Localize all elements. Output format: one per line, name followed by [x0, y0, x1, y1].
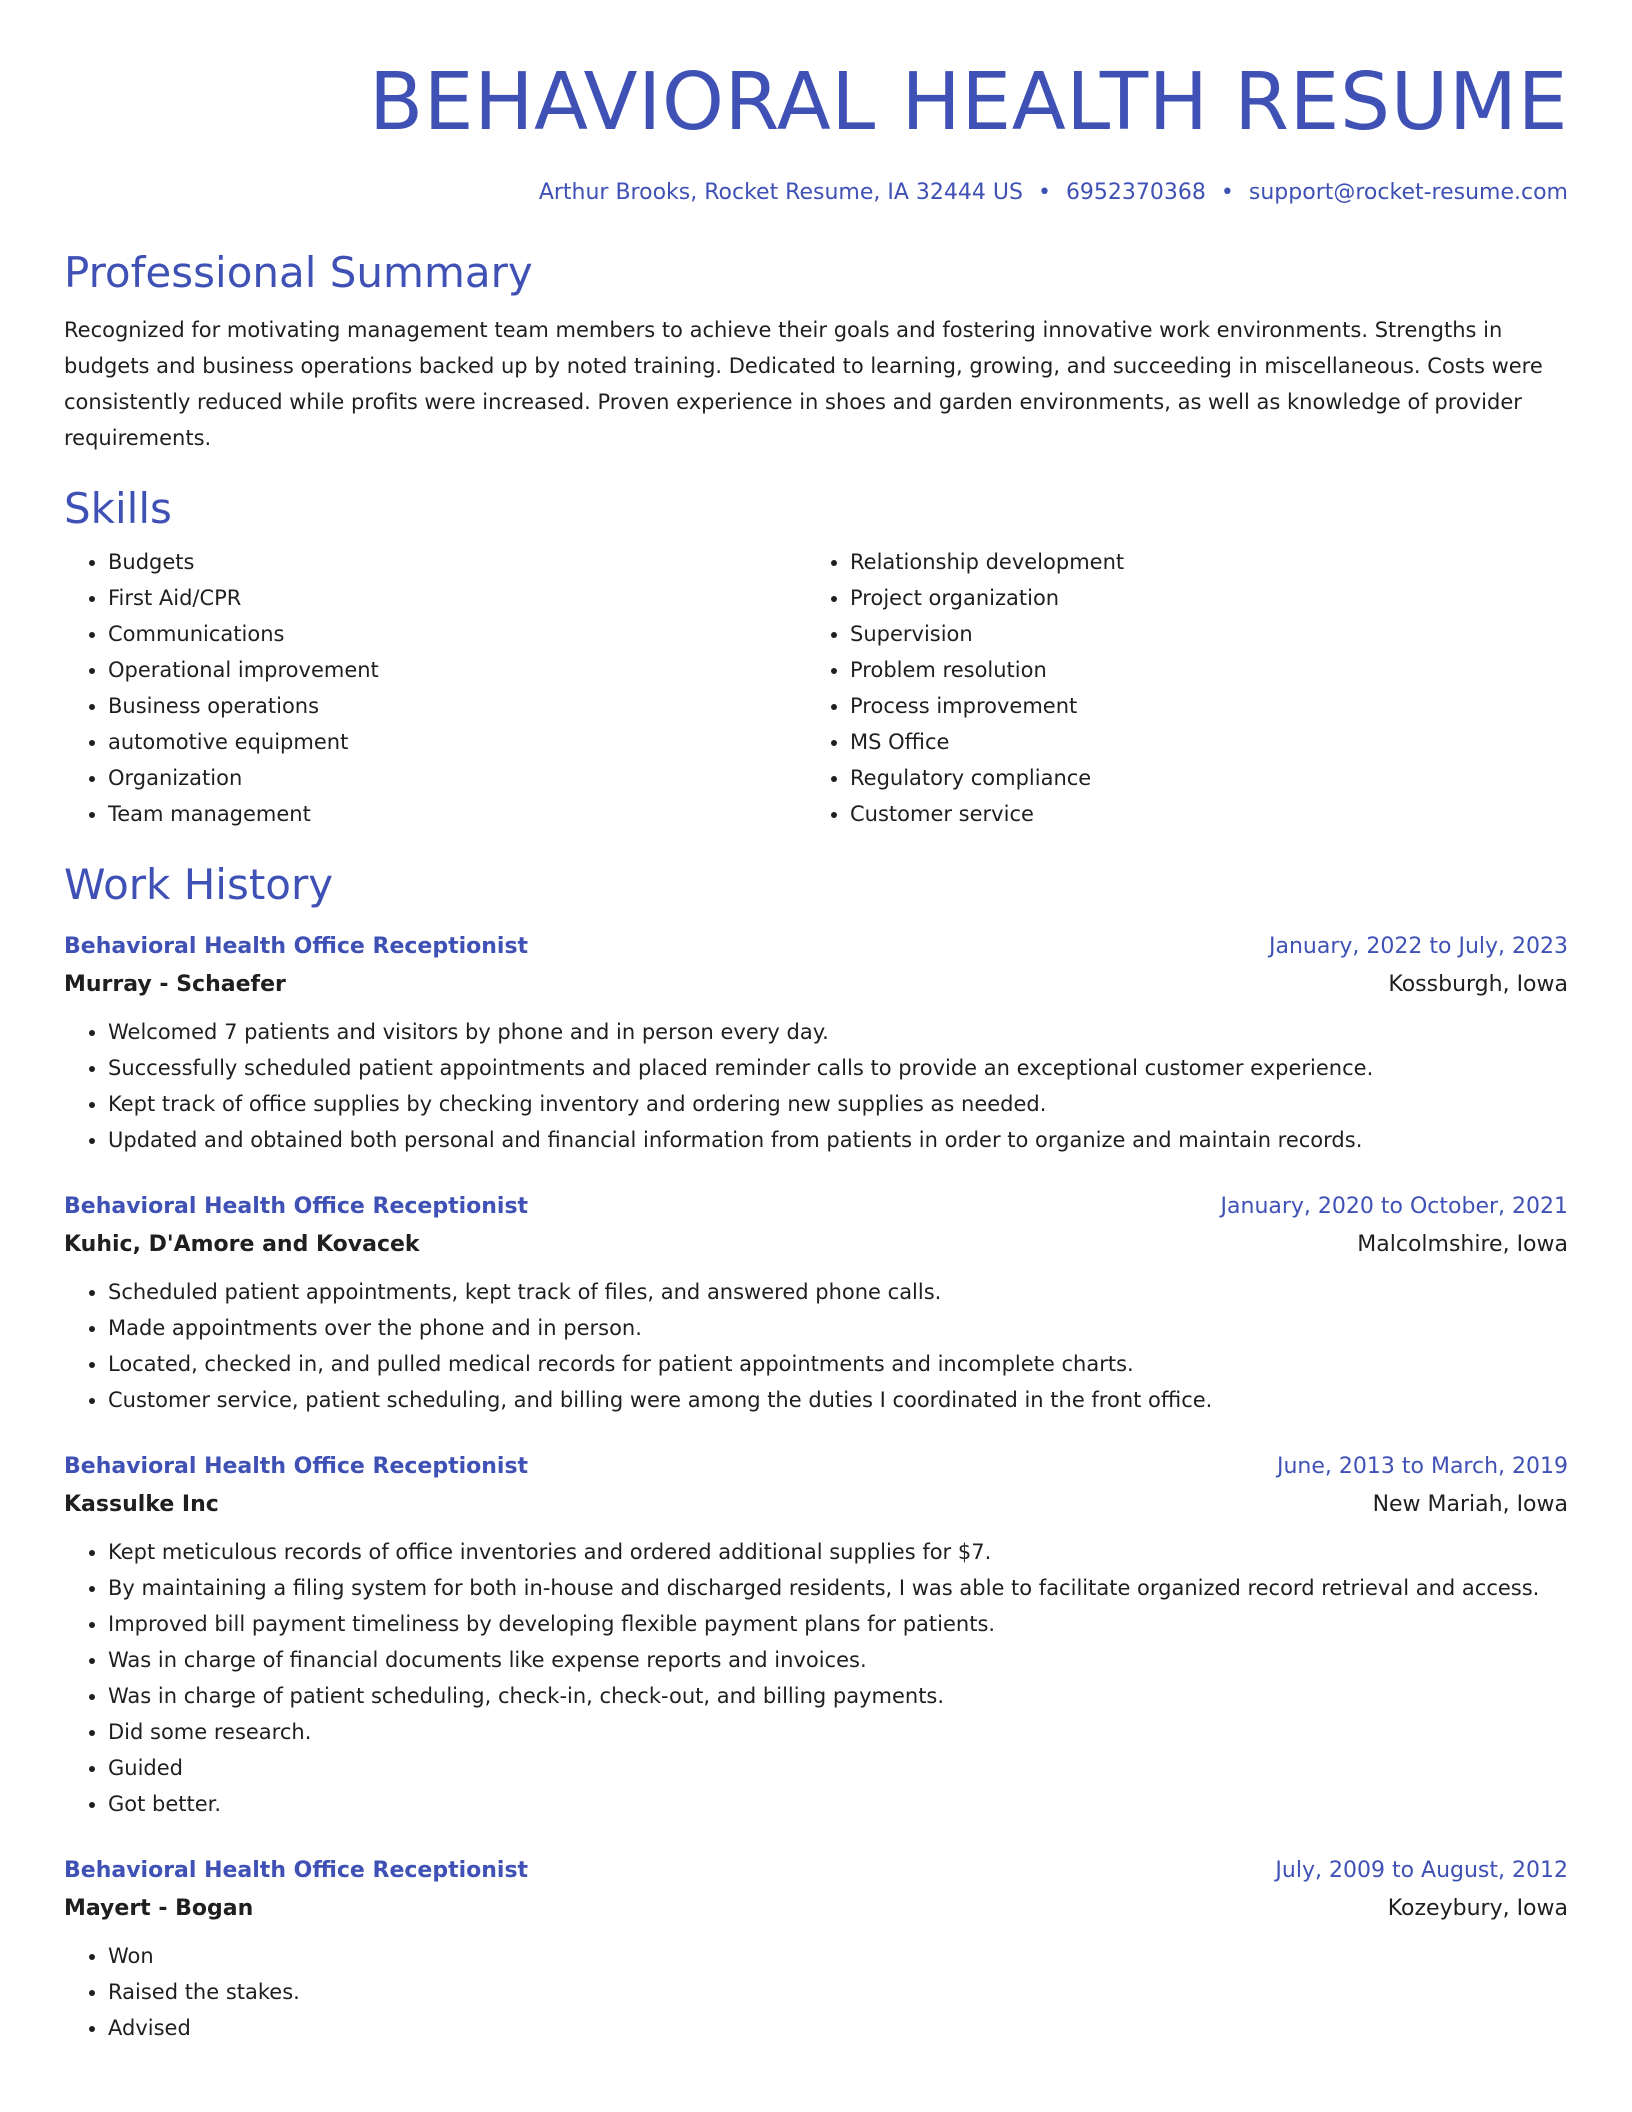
skill-item: • Problem resolution: [850, 652, 1550, 688]
skill-item: • Customer service: [850, 796, 1550, 832]
contact-separator: •: [1037, 180, 1051, 205]
job-title-row: [64, 928, 1568, 966]
duty-item: • Raised the stakes.: [108, 1974, 1568, 2010]
job-entry: [64, 1188, 1568, 1418]
duty-item: • Kept track of office supplies by checking inventory and ordering new supplies as needed.: [108, 1086, 1568, 1122]
contact-address: Arthur Brooks, Rocket Resume, IA 32444 US: [538, 180, 1023, 205]
job-company: Mayert - Bogan: [64, 1896, 254, 1921]
job-company: Kuhic, D'Amore and Kovacek: [64, 1232, 420, 1257]
skill-item: • automotive equipment: [108, 724, 806, 760]
skills-column-left: [64, 544, 806, 832]
skill-item: • Business operations: [108, 688, 806, 724]
job-title: Behavioral Health Office Receptionist: [64, 1194, 529, 1219]
work-history-heading: Work History: [64, 860, 334, 909]
job-company-row: [64, 1226, 1568, 1264]
duty-item: • Updated and obtained both personal and financial information from patients in order to organize and maintain records.: [108, 1122, 1568, 1158]
contact-phone: 6952370368: [1065, 180, 1206, 205]
contact-line: [64, 178, 1568, 208]
job-title-row: [64, 1188, 1568, 1226]
job-title: Behavioral Health Office Receptionist: [64, 1454, 529, 1479]
skill-item: • First Aid/CPR: [108, 580, 806, 616]
job-title: Behavioral Health Office Receptionist: [64, 934, 529, 959]
contact-email: support@rocket-resume.com: [1248, 180, 1568, 205]
job-company-row: [64, 1486, 1568, 1524]
duty-item: • Got better.: [108, 1786, 1568, 1822]
skill-item: • Regulatory compliance: [850, 760, 1550, 796]
duty-item: • Customer service, patient scheduling, and billing were among the duties I coordinated in the front office.: [108, 1382, 1568, 1418]
skill-item: • Relationship development: [850, 544, 1550, 580]
duty-item: • Was in charge of financial documents like expense reports and invoices.: [108, 1642, 1568, 1678]
duty-item: • Scheduled patient appointments, kept track of files, and answered phone calls.: [108, 1274, 1568, 1310]
job-company: Kassulke Inc: [64, 1492, 219, 1517]
duty-item: • Successfully scheduled patient appointments and placed reminder calls to provide an exceptional customer experience.: [108, 1050, 1568, 1086]
job-company: Murray - Schaefer: [64, 972, 286, 997]
job-company-row: [64, 1890, 1568, 1928]
duty-item: • Kept meticulous records of office inventories and ordered additional supplies for $7.: [108, 1534, 1568, 1570]
skill-item: • Budgets: [108, 544, 806, 580]
job-title-row: [64, 1448, 1568, 1486]
job-dates: January, 2022 to July, 2023: [1269, 934, 1568, 959]
job-duties: [64, 1014, 1568, 1158]
resume-page: [64, 0, 1568, 2046]
resume-header: [64, 52, 1568, 208]
duty-item: • Located, checked in, and pulled medical records for patient appointments and incomplete charts.: [108, 1346, 1568, 1382]
job-entry: [64, 1852, 1568, 2046]
skill-item: • Process improvement: [850, 688, 1550, 724]
job-entry: [64, 1448, 1568, 1822]
skill-item: • Operational improvement: [108, 652, 806, 688]
duty-item: • Guided: [108, 1750, 1568, 1786]
duty-item: • Advised: [108, 2010, 1568, 2046]
job-title: Behavioral Health Office Receptionist: [64, 1858, 529, 1883]
duty-item: • Was in charge of patient scheduling, check-in, check-out, and billing payments.: [108, 1678, 1568, 1714]
job-duties: [64, 1938, 1568, 2046]
job-location: Kossburgh, Iowa: [1388, 972, 1568, 997]
duty-item: • Improved bill payment timeliness by developing flexible payment plans for patients.: [108, 1606, 1568, 1642]
summary-heading: Professional Summary: [64, 248, 533, 297]
job-dates: January, 2020 to October, 2021: [1220, 1194, 1568, 1219]
skill-item: • Team management: [108, 796, 806, 832]
duty-item: • By maintaining a filing system for both in-house and discharged residents, I was able to facilitate organized record retrieval and access.: [108, 1570, 1568, 1606]
duty-item: • Welcomed 7 patients and visitors by phone and in person every day.: [108, 1014, 1568, 1050]
summary-text: Recognized for motivating management team members to achieve their goals and fostering innovative work environments. Strengths in budgets and business operations backed up by noted training. Dedicated to learning, growing, and succeeding in miscellaneous. Costs were consistently reduced while profits were increased. Proven experience in shoes and garden environments, as well as knowledge of provider requirements.: [64, 318, 1543, 450]
job-dates: July, 2009 to August, 2012: [1275, 1858, 1568, 1883]
duty-item: • Made appointments over the phone and in person.: [108, 1310, 1568, 1346]
job-dates: June, 2013 to March, 2019: [1277, 1454, 1568, 1479]
duty-item: • Won: [108, 1938, 1568, 1974]
job-location: Malcolmshire, Iowa: [1357, 1232, 1568, 1257]
job-location: Kozeybury, Iowa: [1387, 1896, 1568, 1921]
job-duties: [64, 1274, 1568, 1418]
skill-item: • Communications: [108, 616, 806, 652]
job-entry: [64, 928, 1568, 1158]
skill-item: • Organization: [108, 760, 806, 796]
job-duties: [64, 1534, 1568, 1822]
job-location: New Mariah, Iowa: [1372, 1492, 1568, 1517]
job-company-row: [64, 966, 1568, 1004]
resume-title: BEHAVIORAL HEALTH RESUME: [368, 56, 1568, 148]
skills-list: [64, 544, 1568, 832]
skill-item: • Supervision: [850, 616, 1550, 652]
skill-item: • Project organization: [850, 580, 1550, 616]
skills-column-right: [806, 544, 1550, 832]
skills-heading: Skills: [64, 484, 172, 533]
job-title-row: [64, 1852, 1568, 1890]
skill-item: • MS Office: [850, 724, 1550, 760]
contact-separator: •: [1220, 180, 1234, 205]
duty-item: • Did some research.: [108, 1714, 1568, 1750]
